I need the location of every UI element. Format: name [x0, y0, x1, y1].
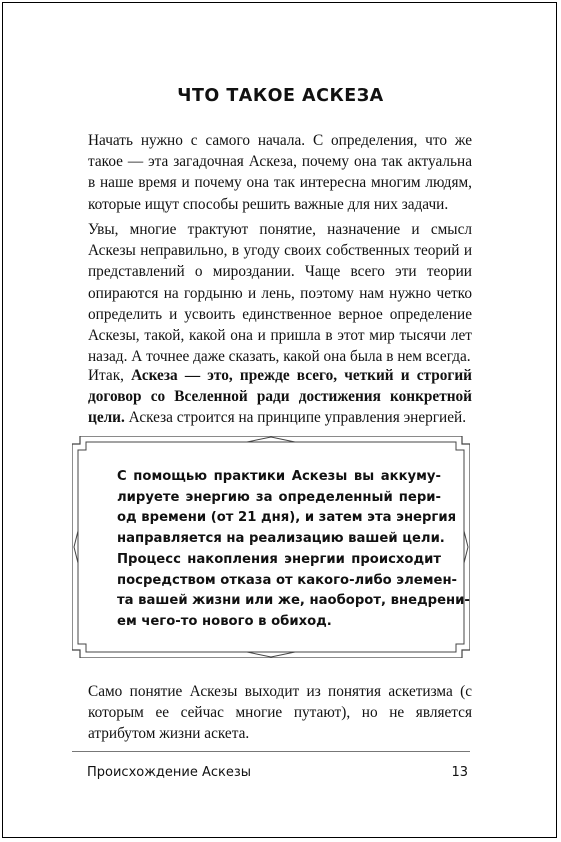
chapter-heading: ЧТО ТАКОЕ АСКЕЗА: [177, 86, 384, 106]
callout-line: посредством отказа от какого-либо элемен-: [117, 572, 458, 588]
footer-divider: [72, 751, 470, 752]
definition-tail: Аскеза строится на принципе управления энергией.: [124, 409, 467, 427]
callout-line: та вашей жизни или же, наоборот, внедрени-: [117, 593, 470, 609]
definition-bold-text: — это, прежде всего, четкий и строгий договор со Вселенной ради достижения конкретной цели.: [88, 367, 472, 427]
callout-line: лируете энергию за определенный пери-: [117, 489, 441, 505]
running-footer-title: Происхождение Аскезы: [87, 765, 252, 780]
definition-term: Аскеза: [131, 367, 178, 384]
paragraph-misinterpretation: Увы, многие трактуют понятие, назначение и смысл Аскезы неправильно, в угоду своих собственных теорий и представлений о мироздании. Чаще всего эти теории опираются на гордыню и лень, поэтому нам нужно четко определить и усвоить единственное верное определение Аскезы, такой, какой она и пришла в этот мир тысячи лет назад. А точнее даже сказать, какой она была в нем всегда.: [88, 221, 472, 366]
definition-lead: Итак,: [88, 367, 132, 384]
paragraph-definition: [88, 365, 472, 429]
paragraph-definition-intro: Начать нужно с самого начала. С определения, что же такое — эта загадочная Аскеза, почему она так актуальна в наше время и почему она так интересна многим людям, которые ищут способы решить важные для них задачи.: [88, 132, 472, 213]
paragraph-asceticism: Само понятие Аскезы выходит из понятия аскетизма (с которым ее сейчас многие путают), но не является атрибутом жизни аскета.: [88, 683, 472, 743]
callout-line: ем чего-то нового в обиход.: [117, 613, 332, 629]
callout-text: [117, 467, 470, 633]
callout-line: С помощью практики Аскезы вы аккуму-: [117, 469, 441, 484]
page-number: 13: [451, 765, 468, 780]
callout-line: Процесс накопления энергии происходит: [117, 551, 441, 567]
callout-line: од времени (от 21 дня), и затем эта энергия: [117, 510, 457, 526]
callout-line: направляется на реализацию вашей цели.: [117, 531, 445, 547]
